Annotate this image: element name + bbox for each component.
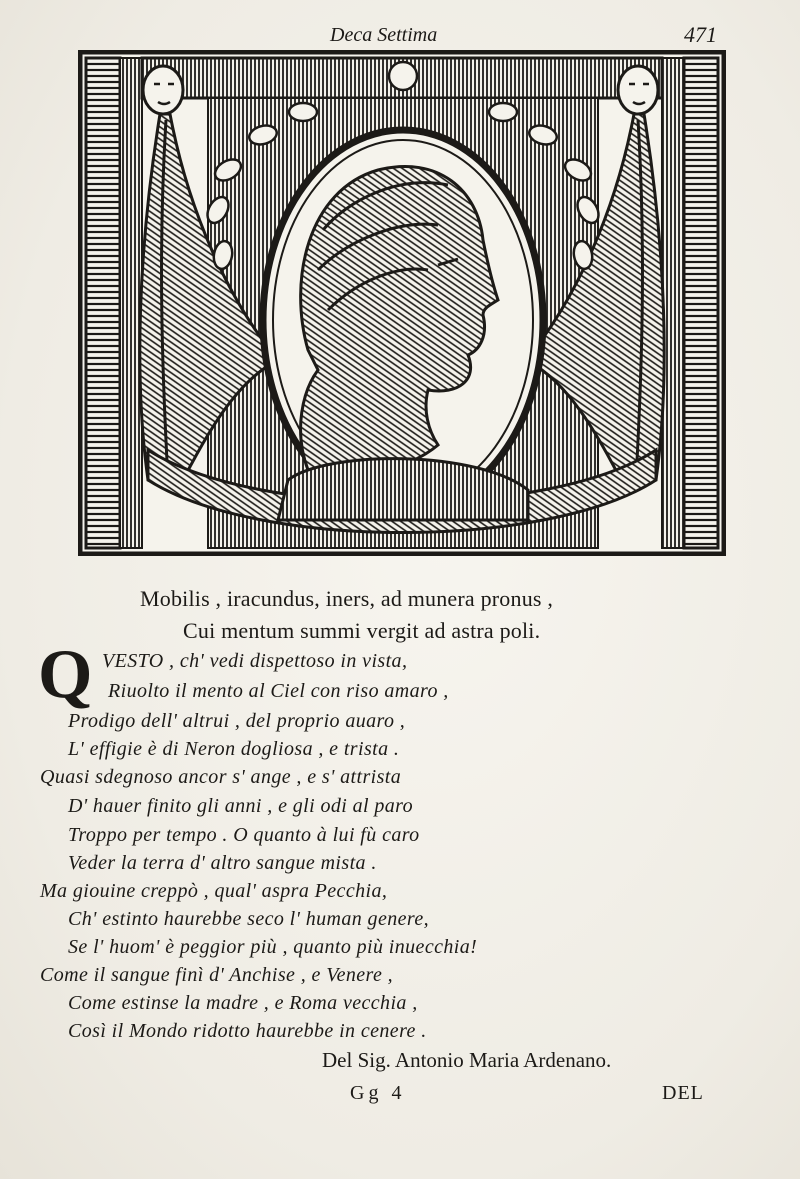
sonnet-line: Riuolto il mento al Ciel con riso amaro , [108,680,449,702]
sonnet-line: Quasi sdegnoso ancor s' ange , e s' attrista [40,766,402,788]
sonnet-line: Ma giouine creppò , qual' aspra Pecchia, [40,880,388,902]
epigraph-line: Mobilis , iracundus, iners, ad munera pronus , [140,586,554,611]
sonnet-line: VESTO , ch' vedi dispettoso in vista, [102,650,408,672]
sonnet-line: Come il sangue finì d' Anchise , e Venere , [40,964,394,986]
sonnet-line: D' hauer finito gli anni , e gli odi al paro [68,795,414,817]
sonnet-line: Prodigo dell' altrui , del proprio auaro , [68,710,406,732]
signature-mark: Gg 4 [350,1082,406,1104]
sonnet-line: Troppo per tempo . O quanto à lui fù caro [68,824,420,846]
page-number: 471 [684,22,717,47]
sonnet-line: Come estinse la madre , e Roma vecchia , [68,992,418,1014]
portrait-medallion-woodcut [78,50,726,556]
sonnet-line: Veder la terra d' altro sangue mista . [68,852,377,874]
epigraph-line: Cui mentum summi vergit ad astra poli. [183,618,541,643]
sonnet-line: Così il Mondo ridotto haurebbe in cenere . [68,1020,427,1042]
sonnet-line: Se l' huom' è peggior più , quanto più inuecchia! [68,936,478,958]
author-attribution: Del Sig. Antonio Maria Ardenano. [322,1048,612,1072]
catchword: DEL [662,1082,704,1104]
sonnet-line: L' effigie è di Neron dogliosa , e trista . [68,738,400,760]
drop-cap: Q [38,636,93,713]
running-head [0,18,800,48]
running-title: Deca Settima [330,24,438,46]
sonnet-line: Ch' estinto haurebbe seco l' human genere, [68,908,430,930]
